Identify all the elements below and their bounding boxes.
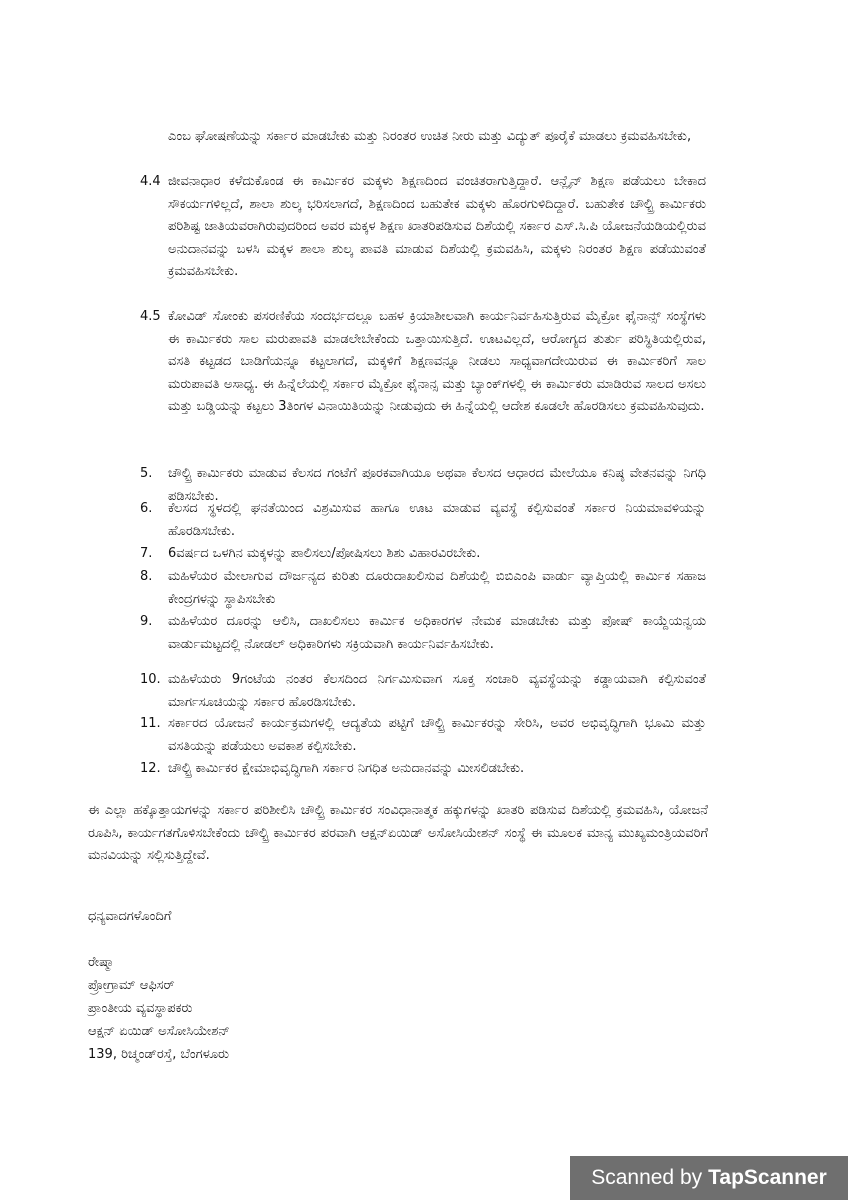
thanks-text: ಧನ್ಯವಾದಗಳೊಂದಿಗೆ xyxy=(88,909,172,924)
item-number: 8. xyxy=(140,569,153,584)
signature-org: ಆಕ್ಷನ್ ಏಯಿಡ್ ಅಸೋಸಿಯೇಶನ್ xyxy=(88,1024,230,1039)
item-text: ಮಹಿಳೆಯರ ಮೇಲಾಗುವ ದೌರ್ಜನ್ಯದ ಕುರಿತು ದೂರುದಾಖಲಿಸುವ ದಿಶೆಯಲ್ಲಿ ಬಿಬಿಎಂಪಿ ವಾರ್ಡು ವ್ಯಾಪ್ತಿಯಲ್ಲಿ ಕಾರ್ಮಿಕ ಸಹಾಜ ಕೇಂದ್ರಗಳನ್ನು ಸ್ಥಾಪಿಸಬೇಕು xyxy=(168,569,706,607)
signature-address: 139, ರಿಚ್ಮಂಡ್‌ರಸ್ತೆ, ಬೆಂಗಳೂರು xyxy=(88,1047,230,1062)
scanner-watermark xyxy=(570,1156,848,1200)
item-number: 4.4 xyxy=(140,174,161,189)
item-text: ಜೀವನಾಧಾರ ಕಳೆದುಕೊಂಡ ಈ ಕಾರ್ಮಿಕರ ಮಕ್ಕಳು ಶಿಕ್ಷಣದಿಂದ ವಂಚಿತರಾಗುತ್ತಿದ್ದಾರೆ. ಆನ್ಲೈನ್ ಶಿಕ್ಷಣ ಪಡೆಯಲು ಬೇಕಾದ ಸೌಕರ್ಯಗಳಿಲ್ಲದೆ, ಶಾಲಾ ಶುಲ್ಕ ಭರಿಸಲಾಗದೆ, ಶಿಕ್ಷಣದಿಂದ ಬಹುತೇಕ ಮಕ್ಕಳು ಹೊರಗುಳಿದಿದ್ದಾರೆ. ಬಹುತೇಕ ಚೌಲ್ಟ್ರಿ ಕಾರ್ಮಿಕರು ಪರಿಶಿಷ್ಟ ಜಾತಿಯವರಾಗಿರುವುದರಿಂದ ಅವರ ಮಕ್ಕಳ ಶಿಕ್ಷಣ ಖಾತರಿಪಡಿಸುವ ದಿಶೆಯಲ್ಲಿ ಸರ್ಕಾರ ಎಸ್.ಸಿ.ಪಿ ಯೋಜನೆಯಡಿಯಲ್ಲಿರುವ ಅನುದಾನವನ್ನು ಬಳಸಿ ಮಕ್ಕಳ ಶಾಲಾ ಶುಲ್ಕ ಪಾವತಿ ಮಾಡುವ ದಿಶೆಯಲ್ಲಿ ಕ್ರಮವಹಿಸಿ, ಮಕ್ಕಳು ನಿರಂತರ ಶಿಕ್ಷಣ ಪಡೆಯುವಂತೆ ಕ್ರಮವಹಿಸಬೇಕು. xyxy=(168,174,706,279)
item-text: ಮಹಿಳೆಯರು 9ಗಂಟೆಯ ನಂತರ ಕೆಲಸದಿಂದ ನಿರ್ಗಮಿಸುವಾಗ ಸೂಕ್ತ ಸಂಚಾರಿ ವ್ಯವಸ್ಥೆಯನ್ನು ಕಡ್ಡಾಯವಾಗಿ ಕಲ್ಪಿಸುವಂತೆ ಮಾರ್ಗಸೂಚಿಯನ್ನು ಸರ್ಕಾರ ಹೊರಡಿಸಬೇಕು. xyxy=(168,672,706,710)
item-text: ಚೌಲ್ಟ್ರಿ ಕಾರ್ಮಿಕರ ಕ್ಷೇಮಾಭಿವೃದ್ಧಿಗಾಗಿ ಸರ್ಕಾರ ನಿಗಧಿತ ಅನುದಾನವನ್ನು ಮೀಸಲಿಡಬೇಕು. xyxy=(168,761,525,776)
item-number: 9. xyxy=(140,614,153,629)
item-number: 12. xyxy=(140,761,161,776)
intro-text: ಎಂಬ ಘೋಷಣೆಯನ್ನು ಸರ್ಕಾರ ಮಾಡಬೇಕು ಮತ್ತು ನಿರಂತರ ಉಚಿತ ನೀರು ಮತ್ತು ವಿದ್ಯುತ್ ಪೂರೈಕೆ ಮಾಡಲು ಕ್ರಮವಹಿಸಬೇಕು, xyxy=(168,129,692,144)
item-number: 4.5 xyxy=(140,309,161,324)
item-text: ಚೌಲ್ಟ್ರಿ ಕಾರ್ಮಿಕರು ಮಾಡುವ ಕೆಲಸದ ಗಂಟೆಗೆ ಪೂರಕವಾಗಿಯೂ ಅಥವಾ ಕೆಲಸದ ಆಧಾರದ ಮೇಲೆಯೂ ಕನಿಷ್ಠ ವೇತನವನ್ನು ನಿಗಧಿ ಪಡಿಸಬೇಕು. xyxy=(168,466,706,504)
item-text: 6ವರ್ಷದ ಒಳಗಿನ ಮಕ್ಕಳನ್ನು ಪಾಲಿಸಲು/ಪೋಷಿಸಲು ಶಿಶು ವಿಹಾರವಿರಬೇಕು. xyxy=(168,546,481,561)
signature-title: ಪ್ರೋಗ್ರಾಮ್ ಆಫಿಸರ್ xyxy=(88,978,175,993)
signature-role: ಪ್ರಾಂತೀಯ ವ್ಯವಸ್ಥಾಪಕರು xyxy=(88,1001,193,1016)
item-text: ಕೆಲಸದ ಸ್ಥಳದಲ್ಲಿ ಘನತೆಯಿಂದ ವಿಶ್ರಮಿಸುವ ಹಾಗೂ ಊಟ ಮಾಡುವ ವ್ಯವಸ್ಥೆ ಕಲ್ಪಿಸುವಂತೆ ಸರ್ಕಾರ ನಿಯಮಾವಳಿಯನ್ನು ಹೊರಡಿಸಬೇಕು. xyxy=(168,501,706,539)
item-number: 6. xyxy=(140,501,153,516)
item-text: ಸರ್ಕಾರದ ಯೋಜನೆ ಕಾರ್ಯಕ್ರಮಗಳಲ್ಲಿ ಆದ್ಯತೆಯ ಪಟ್ಟಿಗೆ ಚೌಲ್ಟ್ರಿ ಕಾರ್ಮಿಕರನ್ನು ಸೇರಿಸಿ, ಅವರ ಅಭಿವೃದ್ಧಿಗಾಗಿ ಭೂಮಿ ಮತ್ತು ವಸತಿಯನ್ನು ಪಡೆಯಲು ಅವಕಾಶ ಕಲ್ಪಿಸಬೇಕು. xyxy=(168,716,706,754)
watermark-brand: TapScanner xyxy=(708,1166,827,1189)
item-number: 5. xyxy=(140,466,153,481)
signature-name: ರೇಷ್ಮಾ xyxy=(88,955,115,970)
closing-paragraph: ಈ ಎಲ್ಲಾ ಹಕ್ಕೊತ್ತಾಯಗಳನ್ನು ಸರ್ಕಾರ ಪರಿಶೀಲಿಸಿ ಚೌಲ್ಟ್ರಿ ಕಾರ್ಮಿಕರ ಸಂವಿಧಾನಾತ್ಮಕ ಹಕ್ಕುಗಳನ್ನು ಖಾತರಿ ಪಡಿಸುವ ದಿಶೆಯಲ್ಲಿ ಕ್ರಮವಹಿಸಿ, ಯೋಜನೆ ರೂಪಿಸಿ, ಕಾರ್ಯಗತಗೊಳಿಸಬೇಕೆಂದು ಚೌಲ್ಟ್ರಿ ಕಾರ್ಮಿಕರ ಪರವಾಗಿ ಆಕ್ಷನ್‌ಏಯಿಡ್ ಅಸೋಸಿಯೇಶನ್ ಸಂಸ್ಥೆ ಈ ಮೂಲಕ ಮಾನ್ಯ ಮುಖ್ಯಮಂತ್ರಿಯವರಿಗೆ ಮನವಿಯನ್ನು ಸಲ್ಲಿಸುತ್ತಿದ್ದೇವೆ. xyxy=(88,803,708,863)
item-number: 7. xyxy=(140,546,153,561)
item-text: ಮಹಿಳೆಯರ ದೂರನ್ನು ಆಲಿಸಿ, ದಾಖಲಿಸಲು ಕಾರ್ಮಿಕ ಅಧಿಕಾರಗಳ ನೇಮಕ ಮಾಡಬೇಕು ಮತ್ತು ಪೋಷ್ ಕಾಯ್ದೆಯನ್ವಯ ವಾರ್ಡುಮಟ್ಟದಲ್ಲಿ ನೋಡಲ್ ಅಧಿಕಾರಿಗಳು ಸಕ್ರಿಯವಾಗಿ ಕಾರ್ಯನಿರ್ವಹಿಸಬೇಕು. xyxy=(168,614,706,652)
item-text: ಕೋವಿಡ್ ಸೋಂಕು ಪಸರಣಿಕೆಯ ಸಂದರ್ಭದಲ್ಲೂ ಬಹಳ ಕ್ರಿಯಾಶೀಲವಾಗಿ ಕಾರ್ಯನಿರ್ವಹಿಸುತ್ತಿರುವ ಮೈಕ್ರೋ ಫೈನಾನ್ಸ್ ಸಂಸ್ಥೆಗಳು ಈ ಕಾರ್ಮಿಕರು ಸಾಲ ಮರುಪಾವತಿ ಮಾಡಲೇಬೇಕೆಂದು ಒತ್ತಾಯಿಸುತ್ತಿದೆ. ಊಟವಿಲ್ಲದೆ, ಆರೋಗ್ಯದ ತುರ್ತು ಪರಿಸ್ಥಿತಿಯಲ್ಲಿರುವ, ವಸತಿ ಕಟ್ಟಡದ ಬಾಡಿಗೆಯನ್ನೂ ಕಟ್ಟಲಾಗದೆ, ಮಕ್ಕಳಿಗೆ ಶಿಕ್ಷಣವನ್ನೂ ನೀಡಲು ಸಾಧ್ಯವಾಗದೇಯಿರುವ ಈ ಕಾರ್ಮಿಕರಿಗೆ ಸಾಲ ಮರುಪಾವತಿ ಅಸಾಧ್ಯ. ಈ ಹಿನ್ನೆಲೆಯಲ್ಲಿ ಸರ್ಕಾರ ಮೈಕ್ರೋ ಫೈನಾನ್ಸ ಮತ್ತು ಬ್ಯಾಂಕ್‌ಗಳಲ್ಲಿ ಈ ಕಾರ್ಮಿಕರು ಮಾಡಿರುವ ಸಾಲದ ಅಸಲು ಮತ್ತು ಬಡ್ಡಿಯನ್ನು ಕಟ್ಟಲು 3ತಿಂಗಳ ವಿನಾಯಿತಿಯನ್ನು ನೀಡುವುದು ಈ ಹಿನ್ನೆಯಲ್ಲಿ ಆದೇಶ ಕೂಡಲೇ ಹೊರಡಿಸಲು ಕ್ರಮವಹಿಸುವುದು. xyxy=(168,309,706,414)
item-number: 10. xyxy=(140,672,161,687)
watermark-prefix: Scanned by xyxy=(591,1166,703,1189)
item-number: 11. xyxy=(140,716,161,731)
